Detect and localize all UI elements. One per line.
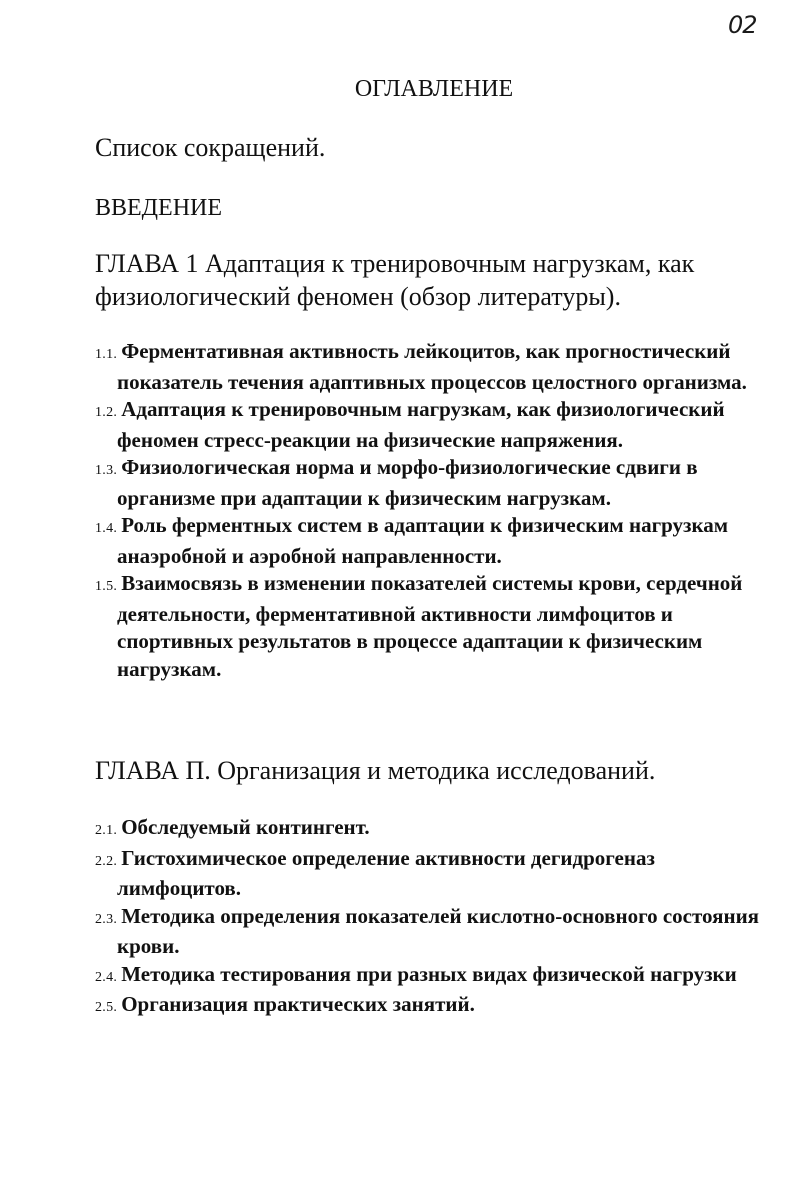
toc-item: [95, 338, 775, 396]
toc-item: [95, 961, 775, 992]
item-number: 2.2.: [95, 853, 118, 869]
item-number: 2.5.: [95, 1000, 118, 1015]
item-text: Организация практических занятий.: [121, 992, 475, 1016]
chapter-2-item-list: [95, 814, 775, 1022]
item-number: 1.5.: [95, 579, 118, 594]
toc-item: [95, 396, 775, 454]
item-number: 2.4.: [95, 969, 118, 985]
page-number: 02: [728, 11, 757, 39]
item-text: Роль ферментных систем в адаптации к физическим нагрузкам анаэробной и аэробной направленности.: [117, 513, 729, 568]
toc-item: [95, 814, 775, 845]
item-text: Гистохимическое определение активности дегидрогеназ лимфоцитов.: [117, 845, 655, 900]
item-text: Физиологическая норма и морфо-физиологические сдвиги в организме при адаптации к физическим нагрузкам.: [117, 455, 698, 510]
item-number: 1.3.: [95, 463, 118, 478]
chapter-1-item-list: [95, 338, 775, 683]
item-number: 1.2.: [95, 405, 118, 420]
toc-item: [95, 570, 775, 683]
chapter-2-heading: ГЛАВА П. Организация и методика исследований.: [95, 756, 656, 785]
toc-entry-introduction: ВВЕДЕНИЕ: [95, 195, 223, 221]
item-text: Ферментативная активность лейкоцитов, как прогностический показатель течения адаптивных процессов целостного организма.: [117, 339, 747, 394]
item-text: Методика тестирования при разных видах физической нагрузки: [121, 961, 737, 986]
chapter-1-heading: ГЛАВА 1 Адаптация к тренировочным нагрузкам, как физиологический феномен (обзор литературы).: [95, 249, 695, 311]
toc-item: [95, 903, 775, 961]
toc-item: [95, 454, 775, 512]
item-text: Обследуемый контингент.: [121, 815, 370, 839]
item-text: Адаптация к тренировочным нагрузкам, как физиологический феномен стресс-реакции на физические напряжения.: [117, 397, 725, 452]
item-number: 2.3.: [95, 911, 118, 927]
item-text: Взаимосвязь в изменении показателей системы крови, сердечной деятельности, ферментативной активности лимфоцитов и спортивных результатов в процессе адаптации к физическим нагрузкам.: [117, 571, 743, 681]
item-text: Методика определения показателей кислотно-основного состояния крови.: [117, 903, 760, 958]
toc-item: [95, 845, 775, 903]
toc-item: [95, 512, 775, 570]
item-number: 2.1.: [95, 823, 118, 838]
item-number: 1.1.: [95, 347, 118, 362]
toc-entry-abbreviations: Список сокращений.: [95, 133, 326, 162]
toc-item: [95, 991, 775, 1022]
item-number: 1.4.: [95, 521, 118, 536]
page-title: ОГЛАВЛЕНИЕ: [354, 76, 514, 102]
